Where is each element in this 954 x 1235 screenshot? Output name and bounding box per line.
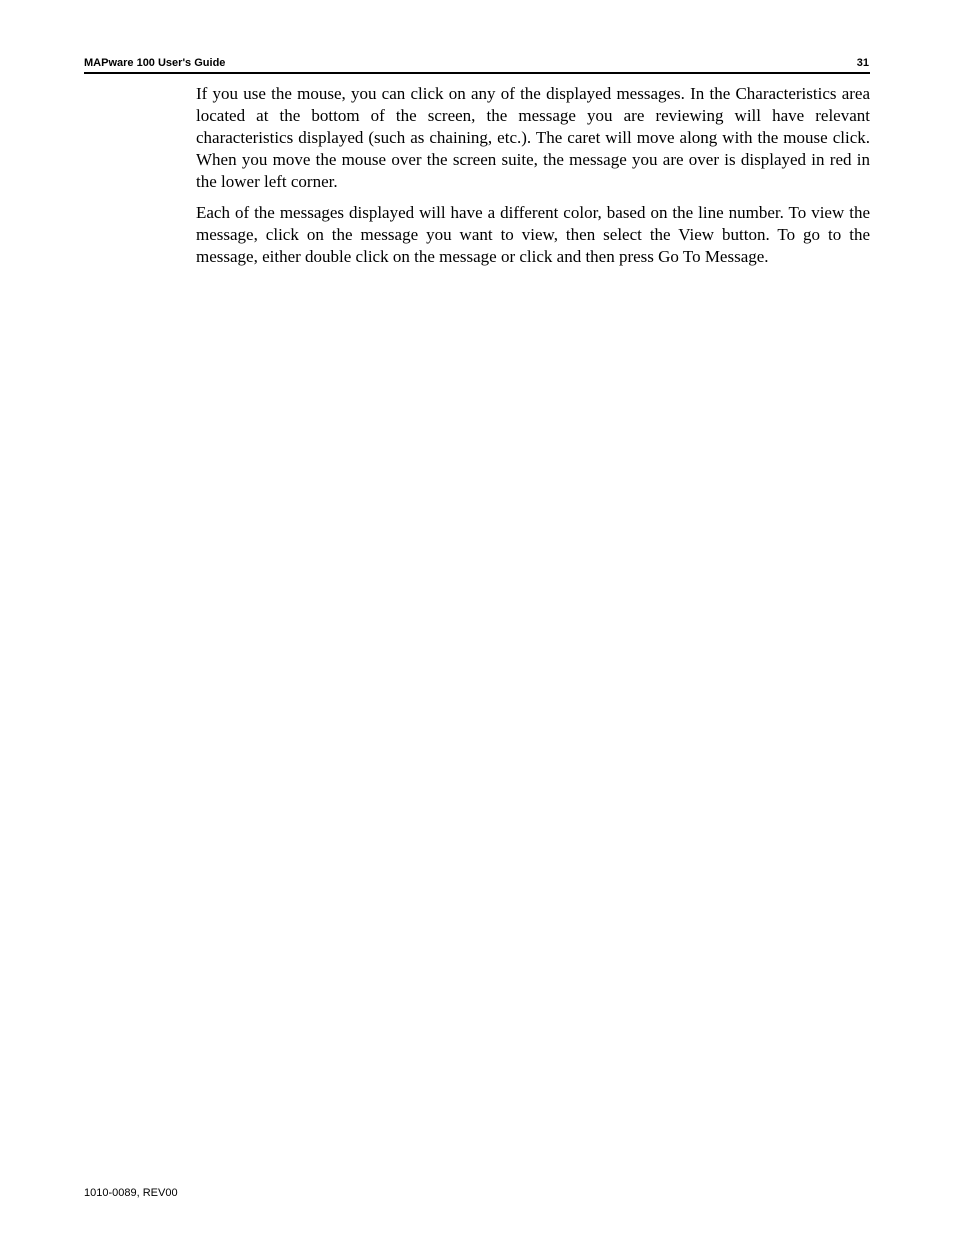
paragraph-message-colors: Each of the messages displayed will have a different color, based on the line number. To view the message, click on the message you want to view, then select the View button. To go to the message, either double click on the message or click and then press Go To Message. (196, 203, 870, 266)
page-number: 31 (856, 57, 869, 69)
document-title: MAPware 100 User's Guide (84, 57, 226, 69)
paragraph-mouse-usage: If you use the mouse, you can click on any of the displayed messages. In the Characteristics area located at the bottom of the screen, the message you are reviewing will have relevant characteristics displayed (such as chaining, etc.). The caret will move along with the mouse click. When you move the mouse over the screen suite, the message you are over is displayed in red in the lower left corner. (196, 84, 870, 191)
document-revision: 1010-0089, REV00 (84, 1187, 178, 1199)
page-header (84, 55, 870, 74)
page-footer (84, 1186, 178, 1200)
body-text (196, 83, 870, 277)
